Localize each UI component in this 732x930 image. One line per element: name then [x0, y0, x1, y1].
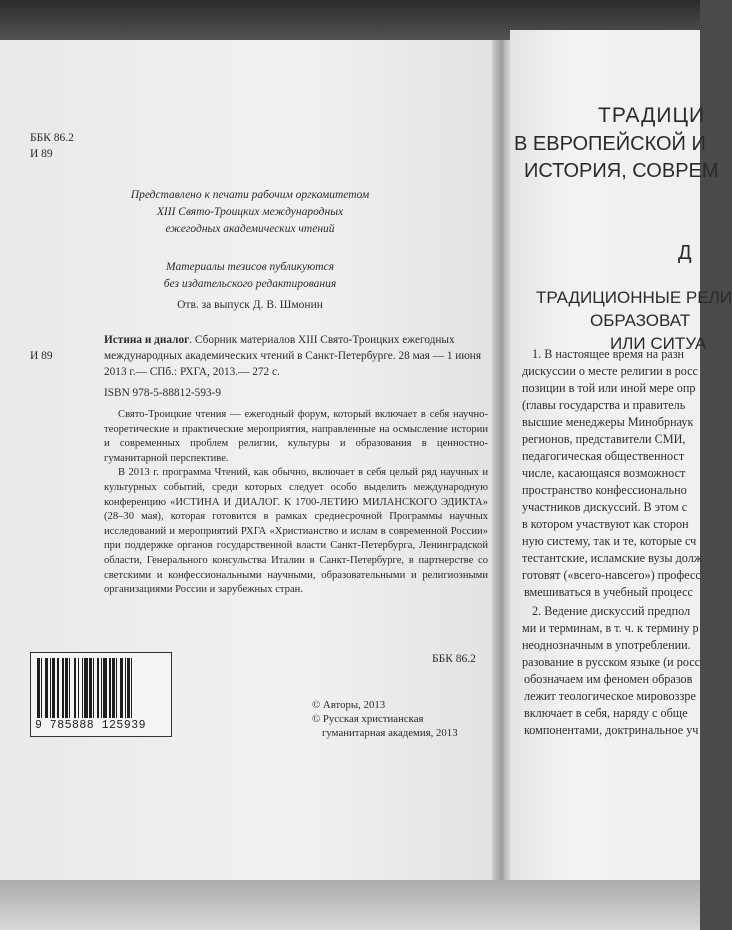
author-index-side: И 89 [30, 350, 53, 362]
abstract-paragraph: Свято-Троицкие чтения — ежегодный форум, который включает в себя научно-теоретические и практические мероприятия, направленные на осмысление истории и современных проблем религии, культуры и образования в ценностно-гуманитарной перспективе. [104, 409, 488, 464]
copyright-line: © Авторы, 2013 [312, 699, 386, 711]
barcode-bars [37, 658, 165, 718]
barcode-bar [132, 658, 136, 718]
right-body-line: позиции в той или иной мере опр [522, 381, 696, 395]
right-body-line: включает в себя, наряду с обще [524, 706, 688, 720]
abstract [104, 408, 488, 598]
right-body-line: разование в русском языке (и росс [522, 655, 701, 669]
right-body-line: 2. Ведение дискуссий предпол [532, 604, 691, 618]
right-body-line: в котором участвуют как сторон [522, 517, 689, 531]
copyright [312, 698, 458, 740]
right-page [510, 30, 732, 880]
biblio-line: международных академических чтений в Санкт-Петербурге. 28 мая — 1 июня [104, 350, 482, 362]
right-body-line: тестантские, исламские вузы долж [522, 551, 703, 565]
presented-line: XIII Свято-Троицких международных [156, 206, 344, 218]
materials-line: без издательского редактирования [163, 278, 337, 290]
abstract-paragraph: В 2013 г. программа Чтений, как обычно, включает в себя целый ряд научных и культурных событий, среди которых следует особо выделить международную конференцию «ИСТИНА И ДИАЛОГ. К 1700-ЛЕТИЮ МИЛАНСКОГО ЭДИКТА» (28–30 мая), которая готовится в рамках среднесрочной Программы научных исследований и мероприятий РХГА «Христианство и ислам в современной России» при поддержке органов государственной власти Санкт-Петербурга, Ленинградской области, Генерального консульства Италии в Санкт-Петербурге, в партнерстве со светскими и конфессиональными научными, образовательными и религиозными организациями России и зарубежных стран. [104, 467, 488, 596]
presented-line: Представлено к печати рабочим оргкомитетом [130, 189, 370, 201]
bbk-code-bottom: ББК 86.2 [432, 653, 476, 665]
right-body-line: компонентами, доктринальное уч [524, 723, 699, 737]
right-letter: Д [678, 242, 692, 264]
materials-line: Материалы тезисов публикуются [166, 261, 334, 273]
right-body-line: обозначаем им феномен образов [524, 672, 693, 686]
right-body-line: лежит теологическое мировоззре [524, 689, 696, 703]
presented-note [100, 187, 400, 238]
right-title-line: ИСТОРИЯ, СОВРЕМ [524, 160, 719, 182]
right-body-line: 1. В настоящее время на разн [532, 347, 685, 361]
right-body-line: дискуссии о месте религии в росс [522, 364, 698, 378]
right-body-line: неоднозначным в употреблении. [522, 638, 691, 652]
right-body-line: ную систему, так и те, которые сч [522, 534, 697, 548]
author-index: И 89 [30, 148, 53, 160]
right-subtitle-line: ТРАДИЦИОННЫЕ РЕЛИ [536, 288, 732, 307]
right-subtitle-line: ИЛИ СИТУА [610, 334, 707, 353]
materials-note [100, 259, 400, 293]
right-body-line: ми и терминам, в т. ч. к термину р [522, 621, 699, 635]
right-body-line: пространство конфессионально [522, 483, 687, 497]
copyright-line: © Русская христианская [312, 713, 424, 725]
biblio-line: 2013 г.— СПб.: РХГА, 2013.— 272 с. [104, 366, 280, 378]
editor-line: Отв. за выпуск Д. В. Шмонин [177, 299, 323, 311]
right-body [522, 346, 703, 739]
presented-line: ежегодных академических чтений [165, 223, 335, 235]
barcode-number: 9 785888 125939 [35, 719, 147, 732]
right-title-line: ТРАДИЦИ [598, 104, 706, 127]
right-body-line: (главы государства и правитель [522, 398, 686, 412]
right-title-line: В ЕВРОПЕЙСКОЙ И [514, 133, 706, 155]
book-title: Истина и диалог [104, 334, 190, 346]
barcode [30, 652, 172, 737]
right-body-line: вмешиваться в учебный процесс [524, 585, 693, 599]
bbk-code: ББК 86.2 [30, 132, 74, 144]
copyright-line: гуманитарная академия, 2013 [322, 727, 458, 739]
bibliographic-record [104, 332, 481, 401]
left-page [0, 40, 497, 880]
biblio-line: . Сборник материалов XIII Свято-Троицких ежегодных [189, 334, 455, 346]
right-body-line: участников дискуссий. В этом с [522, 500, 688, 514]
right-body-line: педагогическая общественност [522, 449, 685, 463]
right-body-line: числе, касающаяся возможност [522, 466, 686, 480]
right-body-line: регионов, представители СМИ, [522, 432, 686, 446]
right-body-line: высшие менеджеры Минобрнаук [522, 415, 694, 429]
isbn-line: ISBN 978-5-88812-593-9 [104, 387, 222, 399]
right-subtitle-line: ОБРАЗОВАТ [590, 311, 691, 330]
right-body-line: готовят («всего-навсего») професс [522, 568, 701, 582]
